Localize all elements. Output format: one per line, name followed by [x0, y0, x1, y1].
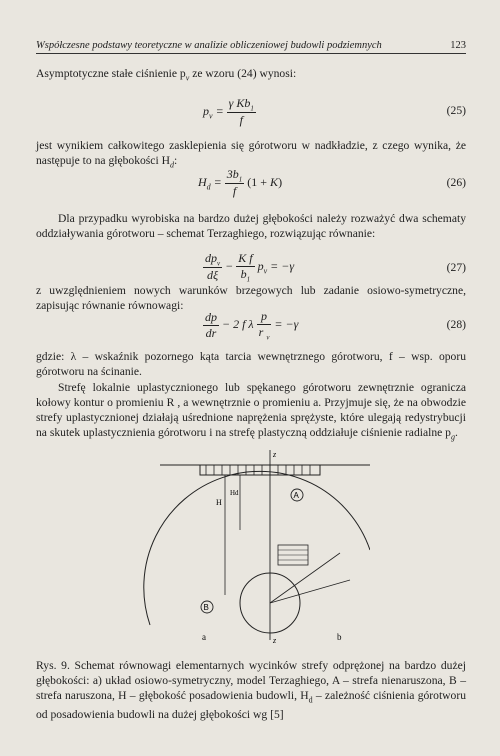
- element-hatching: [278, 550, 308, 560]
- paragraph-4: z uwzględnieniem nowych warunków brzegowych lub zadanie osiowo-symetryczne, zapisując równanie równowagi:: [36, 284, 466, 312]
- label-hd: Hd: [230, 489, 239, 497]
- label-z-bottom: z: [273, 636, 277, 645]
- label-b: b: [337, 632, 342, 642]
- equation-28-number: (28): [446, 318, 466, 331]
- equation-27-number: (27): [446, 261, 466, 274]
- equation-26: $H_d$ = $\frac{3b_1}{f}$ (1 + K): [198, 167, 283, 199]
- figure-caption: Rys. 9. Schemat równowagi elementarnych wycinków strefy odprężonej na bardzo dużej głębokości: a) układ osiowo-symetryczny, model Terzaghiego, A – strefa nienaruszona, B – strefa naruszona, H – głębokość posadowienia budowli, $H_d$ – zależność ciśnienia górotworu od posadowienia budowli na dużej głębokości wg [5]: [36, 659, 466, 722]
- page-number: 123: [450, 40, 466, 51]
- paragraph-5: gdzie: λ – wskaźnik pozornego kąta tarcia wewnętrznego górotworu, f – wsp. oporu górotworu na ścinanie.: [36, 350, 466, 378]
- zone-boundary-arc: [144, 471, 370, 625]
- paragraph-3: Dla przypadku wyrobiska na bardzo dużej głębokości należy rozważyć dwa schematy oddziaływania górotworu – schemat Terzaghiego, rozwiązując równanie:: [36, 212, 466, 240]
- equation-25-number: (25): [446, 104, 466, 117]
- equation-26-number: (26): [446, 176, 466, 189]
- equation-28: $\frac{dp}{dr}$ − 2 f λ $\frac{p}{r _v}$ = −γ: [205, 309, 299, 342]
- label-zone-b: B: [203, 603, 209, 612]
- label-zone-a: A: [293, 491, 299, 500]
- equation-27: $\frac{dp_v}{d\xi}$ − $\frac{\text{K f}}{b_1}$ $p_v = -\gamma$: [205, 251, 295, 284]
- running-header: [36, 40, 466, 54]
- radial-line-1: [270, 553, 340, 603]
- equation-25: $p_v$ = $\frac{\gamma Kb_1}{f}$: [203, 96, 254, 128]
- label-a: a: [202, 632, 206, 642]
- paragraph-2: jest wynikiem całkowitego zasklepienia się górotworu w nadkładzie, z czego wynika, że następuje to na głębokości $H_d$:: [36, 139, 466, 170]
- surface-hatching: [206, 465, 310, 475]
- label-z-top: z: [273, 450, 277, 459]
- header-title: Współczesne podstawy teoretyczne w analizie obliczeniowej budowli podziemnych: [36, 40, 382, 51]
- radial-line-2: [270, 580, 350, 603]
- paragraph-6: Strefę lokalnie uplastycznionego lub spękanego górotworu zewnętrznie ogranicza kołowy kontur o promieniu R , a wewnętrznie o promieniu a. Przyjmuje się, że na obwodzie strefy uplastycznionej działają uśrednione naprężenia sprężyste, które ulegają redystrybucji na skutek uplastycznienia górotworu i na strefę plastyczną oddziałuje ciśnienie radialne $p_g$.: [36, 381, 466, 442]
- paragraph-1: Asymptotyczne stałe ciśnienie $p_v$ ze wzoru (24) wynosi:: [36, 67, 297, 83]
- label-h: H: [216, 498, 222, 507]
- figure-9-diagram: [140, 445, 370, 645]
